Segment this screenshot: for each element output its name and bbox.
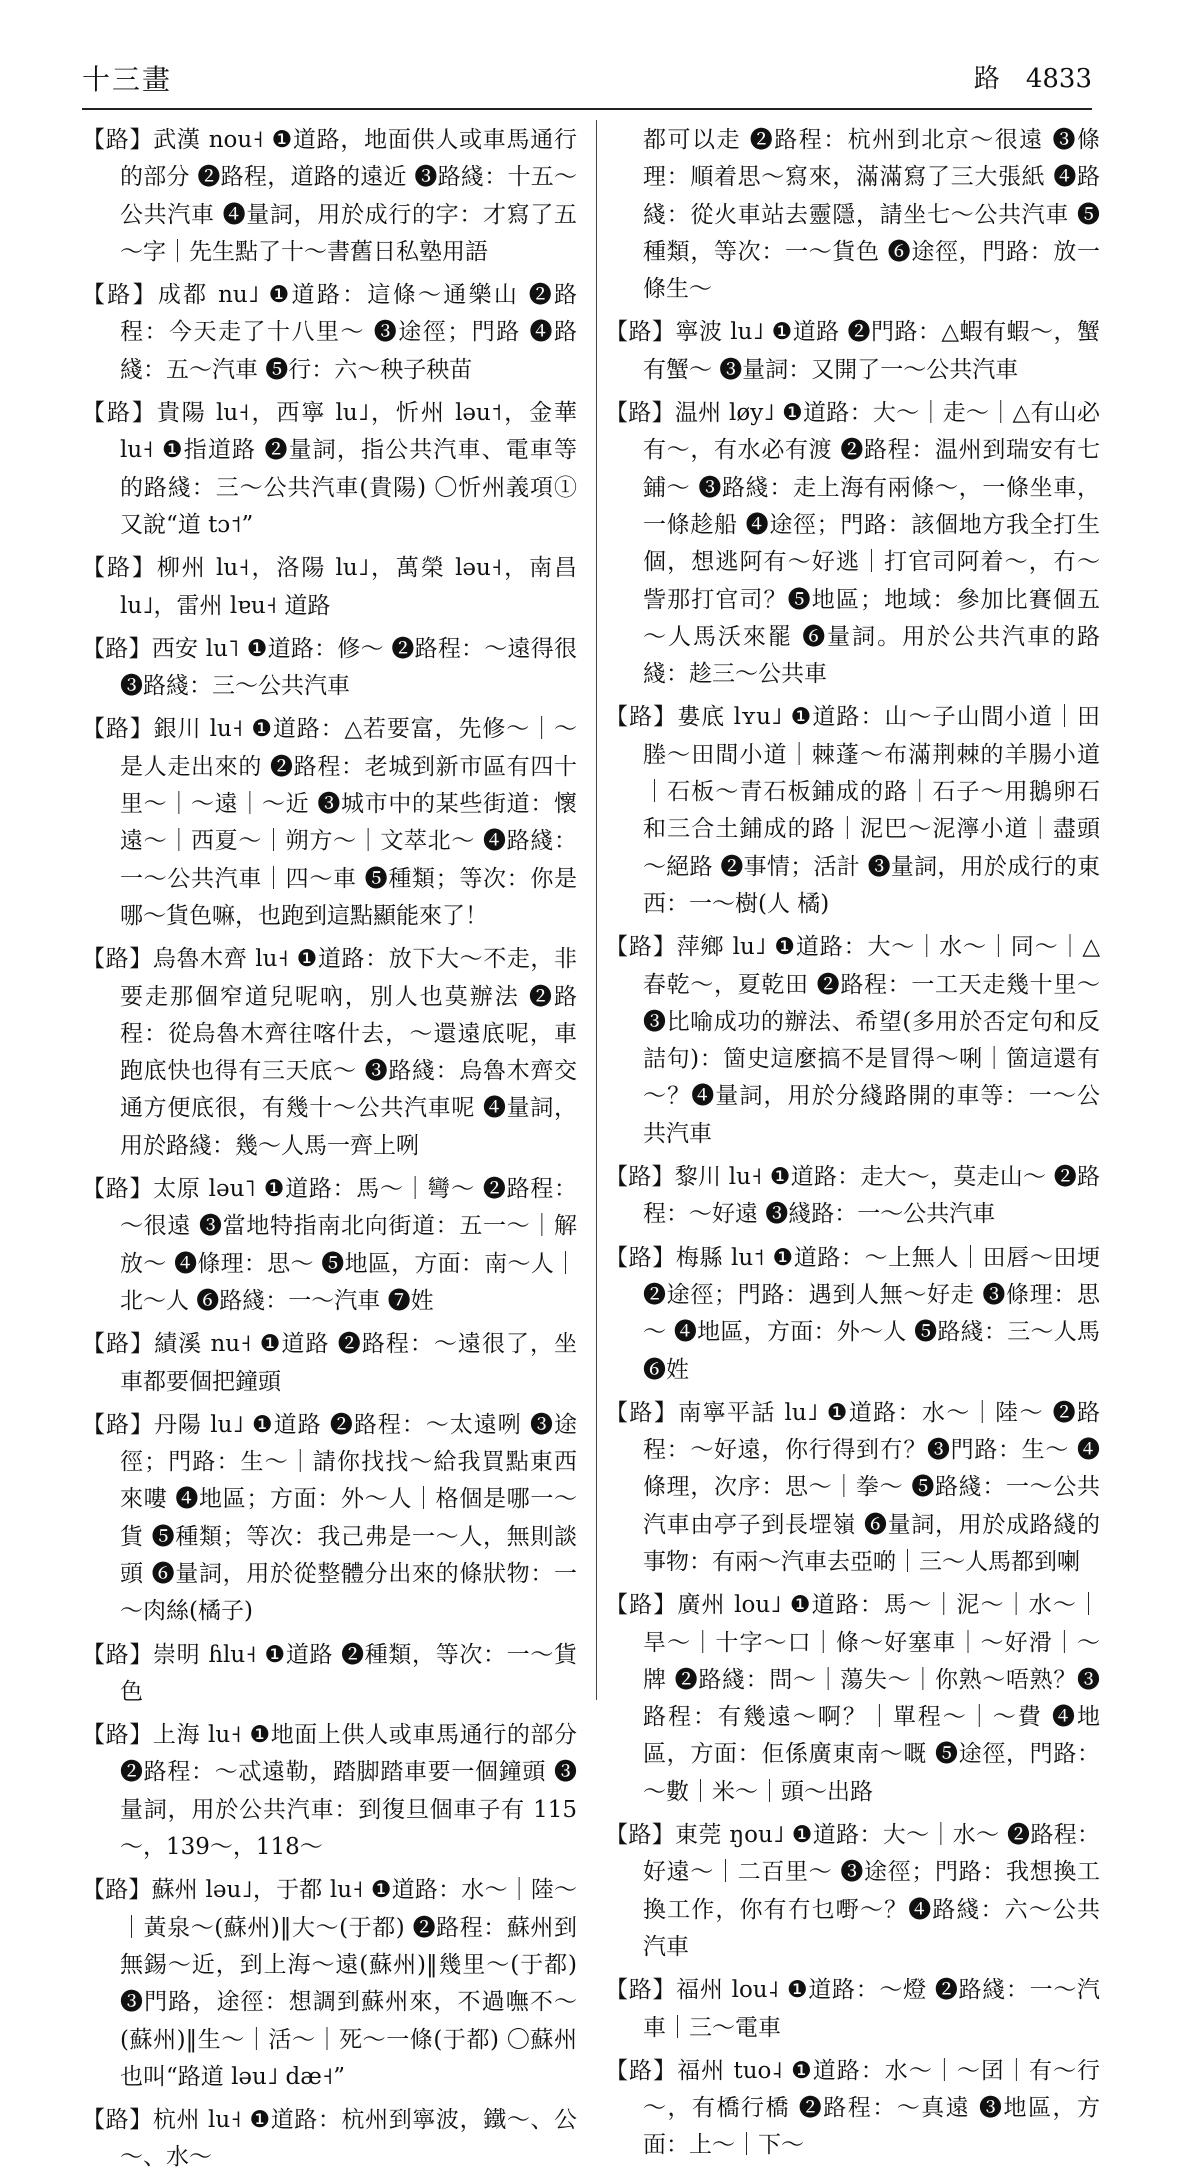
dictionary-entry (605, 2053, 1100, 2165)
dictionary-entry (82, 1171, 577, 1320)
entry-headword: 【 路 】 (605, 1977, 676, 2003)
entry-dialect-place: 蘇州 (151, 1877, 198, 1904)
entry-headword: 【 路 】 (82, 1412, 154, 1438)
entry-definition: lu˧ ❶地面上供人或車馬通行的部分 ❷路程：～忒遠勒，踏脚踏車要一個鐘頭 ❸量詞，用於公共汽車：到復旦個車子有 115～，139～，118～ (120, 1722, 578, 1861)
entry-headword: 【 路 】 (82, 946, 153, 972)
entry-headword: 【 路 】 (82, 282, 158, 308)
entry-headword: 【 路 】 (82, 400, 157, 426)
dictionary-entry (82, 550, 577, 625)
dictionary-entry (82, 1637, 577, 1712)
dictionary-entry (605, 1240, 1100, 1389)
entry-dialect-place: 武漢 (153, 127, 201, 153)
entry-headword: 【 路 】 (82, 127, 153, 153)
entry-definition: 都可以走 ❷路程：杭州到北京～很遠 ❸條理：順着思～寫來，滿滿寫了三大張紙 ❹路綫：從火車站去靈隱，請坐七～公共汽車 ❺種類，等次：一～貨色 ❻途徑，門路：放一條生～ (643, 127, 1100, 303)
entry-definition: ləu˩，于都 lu˧ ❶道路：水～｜陸～｜黃泉～(蘇州)‖大～(于都) ❷路程：蘇州到無錫～近，到上海～遠(蘇州)‖幾里～(于都) ❸門路，途徑：想調到蘇州來，不過嘸不～(蘇州)‖生～｜活～｜死～一條(于都) 〇蘇州也叫“路道 ləu˩ dæ˧” (120, 1877, 578, 2090)
dictionary-entry (605, 1159, 1100, 1234)
entry-definition: nu˧ ❶道路 ❷路程：～遠很了，坐車都要個把鐘頭 (120, 1331, 578, 1395)
entry-definition: lou˩ ❶道路：馬～｜泥～｜水～｜旱～｜十字～口｜條～好塞車｜～好滑｜～牌 ❷路綫：問～｜蕩失～｜你熟～唔熟？❸路程：有幾遠～啊？｜單程～｜～費 ❹地區，方面：佢係廣東南～嘅 ❺途徑，門路：～數｜米～｜頭～出路 (643, 1592, 1101, 1805)
entry-definition: lou˨ ❶道路：～燈 ❷路綫：一～汽車｜三～電車 (643, 1977, 1101, 2041)
entry-dialect-place: 福州 (677, 2057, 726, 2084)
entry-dialect-place: 寧波 (675, 319, 723, 346)
entry-dialect-place: 銀川 (153, 716, 202, 743)
dictionary-entry (605, 1395, 1100, 1581)
entry-definition: ləu˥ ❶道路：馬～｜彎～ ❷路程：～很遠 ❸當地特指南北向街道：五一～｜解放～ ❹條理：思～ ❺地區，方面：南～人｜北～人 ❻路綫：一～汽車 ❼姓 (120, 1176, 578, 1314)
dictionary-entry (605, 699, 1100, 923)
dictionary-entry (605, 1817, 1100, 1966)
entry-definition: lu˧ ❶道路：放下大～不走，非要走那個窄道兒呢吶，別人也莫辦法 ❷路程：從烏魯木齊往喀什去，～還遠底呢，車跑底快也得有三天底～ ❸路綫：烏魯木齊交通方便底很，有幾十～公共汽車呢 ❹量詞，用於路綫：幾～人馬一齊上咧 (120, 946, 578, 1159)
right-column (605, 122, 1101, 2159)
entry-headword: 【 路 】 (82, 1877, 152, 1903)
entry-definition: lu˧ ❶道路：△若要富，先修～｜～是人走出來的 ❷路程：老城到新市區有四十里～｜～遠｜～近 ❸城市中的某些街道：懷遠～｜西夏～｜朔方～｜文萃北～ ❹路綫：一～公共汽車｜四～車 ❺種類；等次：你是哪～貨色嘛，也跑到這點顯能來了！ (120, 716, 578, 929)
entry-definition: lu˥ ❶道路：修～ ❷路程：～遠得很 ❸路綫：三～公共汽車 (120, 635, 577, 700)
entry-dialect-place: 南寧平話 (678, 1399, 776, 1426)
dictionary-entry (605, 1972, 1100, 2047)
entry-dialect-place: 婁底 (677, 704, 726, 731)
dictionary-entry (605, 1587, 1100, 1811)
entry-dialect-place: 烏魯木齊 (152, 946, 248, 973)
entry-definition: nu˩ ❶道路：這條～通樂山 ❷路程：今天走了十八里～ ❸途徑；門路 ❹路綫：五～汽車 ❺行：六～秧子秧苗 (120, 282, 578, 383)
entry-definition: lu˩ ❶道路：大～｜水～｜同～｜△春乾～，夏乾田 ❷路程：一工天走幾十里～ ❸比喻成功的辦法、希望(多用於否定句和反詰句)：箇史這麼搞不是冒得～唎｜箇這還有～？❹量詞，用於分綫路開的車等：一～公共汽車 (643, 934, 1101, 1147)
dictionary-entry (605, 314, 1100, 389)
running-headword: 路 (973, 64, 1000, 94)
dictionary-entry (82, 631, 577, 706)
dictionary-entry (82, 2102, 577, 2177)
page-header (82, 58, 1092, 106)
entry-dialect-place: 黎川 (674, 1164, 722, 1191)
entry-definition: ɦlu˧ ❶道路 ❷種類，等次：一～貨色 (120, 1641, 577, 1705)
left-column (82, 122, 578, 2171)
entry-dialect-place: 成都 (157, 282, 209, 309)
entry-headword: 【 路 】 (82, 1642, 153, 1668)
entry-definition: lu˧，西寧 lu˩，忻州 ləu˦，金華 lu˧ ❶指道路 ❷量詞，指公共汽車、電車等的路綫：三～公共汽車(貴陽) 〇忻州義項①又說“道 tɔ˦” (120, 400, 578, 538)
entry-dialect-place: 崇明 (152, 1641, 201, 1668)
dictionary-entry (82, 1717, 577, 1866)
entry-dialect-place: 福州 (676, 1977, 724, 2004)
dictionary-entry (82, 395, 577, 544)
entry-dialect-place: 貴陽 (156, 400, 207, 427)
dictionary-entry (605, 929, 1100, 1153)
entry-dialect-place: 丹陽 (153, 1411, 202, 1438)
entry-definition: lu˧ ❶道路：杭州到寧波，鐵～、公～、水～ (120, 2107, 578, 2171)
entry-definition: lu˦ ❶道路：～上無人｜田唇～田埂 ❷途徑；門路：遇到人無～好走 ❸條理：思～ ❹地區，方面：外～人 ❺路綫：三～人馬 ❻姓 (643, 1244, 1101, 1383)
dictionary-entry (82, 711, 577, 935)
entry-headword: 【 路 】 (605, 1592, 677, 1618)
entry-headword: 【 路 】 (605, 704, 677, 730)
entry-definition: tuo˨ ❶道路：水～｜～囝｜有～行～，有橋行橋 ❷路程：～真遠 ❸地區，方面：上～｜下～ (643, 2057, 1101, 2159)
dictionary-entry (643, 122, 1100, 308)
dictionary-entry (82, 1872, 577, 2096)
entry-headword: 【 路 】 (82, 1176, 153, 1202)
entry-headword: 【 路 】 (605, 1245, 676, 1271)
entry-dialect-place: 廣州 (677, 1592, 726, 1619)
entry-headword: 【 路 】 (605, 934, 677, 960)
entry-headword: 【 路 】 (605, 2058, 677, 2084)
dictionary-entry (82, 941, 577, 1165)
entry-headword: 【 路 】 (82, 555, 157, 581)
entry-dialect-place: 上海 (152, 1722, 201, 1749)
entry-headword: 【 路 】 (82, 1331, 154, 1357)
dictionary-entry (82, 1326, 577, 1401)
entry-definition: nou˧ ❶道路，地面供人或車馬通行的部分 ❷路程，道路的遠近 ❸路綫：十五～公共汽車 ❹量詞，用於成行的字：才寫了五～字｜先生點了十～書舊日私塾用語 (120, 127, 577, 265)
entry-dialect-place: 東莞 (675, 1822, 722, 1849)
column-divider (596, 120, 597, 1700)
entry-headword: 【 路 】 (82, 636, 152, 662)
entry-definition: lu˩ ❶道路：水～｜陸～ ❷路程：～好遠，你行得到冇？❸門路：生～ ❹條理，次序：思～｜拳～ ❺路綫：一～公共汽車由亭子到長堽嶺 ❻量詞，用於成路綫的事物：有兩～汽車去亞啲｜三～人馬都到喇 (643, 1399, 1101, 1575)
entry-dialect-place: 萍鄉 (676, 934, 725, 961)
entry-headword: 【 路 】 (82, 716, 154, 742)
entry-dialect-place: 績溪 (154, 1331, 203, 1358)
dictionary-entry (605, 395, 1100, 693)
section-label: 十三畫 (82, 63, 173, 96)
header-rule (82, 108, 1092, 110)
page-locator (948, 58, 1092, 95)
entry-dialect-place: 西安 (151, 635, 199, 662)
entry-definition: ŋou˩ ❶道路：大～｜水～ ❷路程：好遠～｜二百里～ ❸途徑；門路：我想換工換工作，你有冇乜嘢～？❹路綫：六～公共汽車 (643, 1822, 1101, 1960)
entry-dialect-place: 杭州 (152, 2107, 201, 2134)
entry-headword: 【 路 】 (605, 319, 676, 345)
entry-headword: 【 路 】 (605, 1164, 675, 1190)
entry-definition: lu˩ ❶道路 ❷門路：△蝦有蝦～，蟹有蟹～ ❸量詞：又開了一～公共汽車 (643, 319, 1101, 383)
entry-dialect-place: 梅縣 (675, 1244, 724, 1271)
entry-definition: lu˧ ❶道路：走大～，莫走山～ ❷路程：～好遠 ❸綫路：一～公共汽車 (643, 1164, 1100, 1228)
entry-dialect-place: 柳州 (156, 555, 207, 582)
entry-dialect-place: 温州 (674, 400, 722, 427)
dictionary-entry (82, 277, 577, 389)
entry-headword: 【 路 】 (605, 1400, 678, 1426)
entry-headword: 【 路 】 (82, 2107, 153, 2133)
entry-definition: løy˩ ❶道路：大～｜走～｜△有山必有～，有水必有渡 ❷路程：温州到瑞安有七鋪～ ❸路綫：走上海有兩條～，一條坐車，一條趁船 ❹途徑；門路：該個地方我全打生個，想逃阿有～好逃｜打官司阿着～，冇～訾那打官司？❺地區；地域：參加比賽個五～人馬沃來罷 ❻量詞。用於公共汽車的路綫：趁三～公共車 (643, 400, 1101, 688)
dictionary-entry (82, 1407, 577, 1631)
dictionary-entry (82, 122, 577, 271)
entry-dialect-place: 太原 (153, 1176, 201, 1203)
entry-definition: lu˩ ❶道路 ❷路程：～太遠咧 ❸途徑；門路：生～｜請你找找～給我買點東西來嘍 ❹地區；方面：外～人｜格個是哪一～貨 ❺種類；等次：我己弗是一～人，無則談頭 ❻量詞，用於從整體分出來的條狀物：一～肉絲(橘子) (120, 1411, 578, 1625)
entry-definition: lu˧，洛陽 lu˩，萬榮 ləu˧，南昌 lu˩，雷州 lɐu˧ 道路 (120, 555, 578, 619)
entry-definition: lʏu˩ ❶道路：山～子山間小道｜田塍～田間小道｜棘蓬～布滿荆棘的羊腸小道｜石板～青石板鋪成的路｜石子～用鵝卵石和三合土鋪成的路｜泥巴～泥濘小道｜盡頭～絕路 ❷事情；活計 ❸量詞，用於成行的東西：一～樹(人 橘) (643, 704, 1101, 917)
entry-headword: 【 路 】 (605, 400, 675, 426)
entry-headword: 【 路 】 (82, 1722, 153, 1748)
entry-headword: 【 路 】 (605, 1822, 675, 1848)
page-number: 4833 (1025, 64, 1092, 94)
